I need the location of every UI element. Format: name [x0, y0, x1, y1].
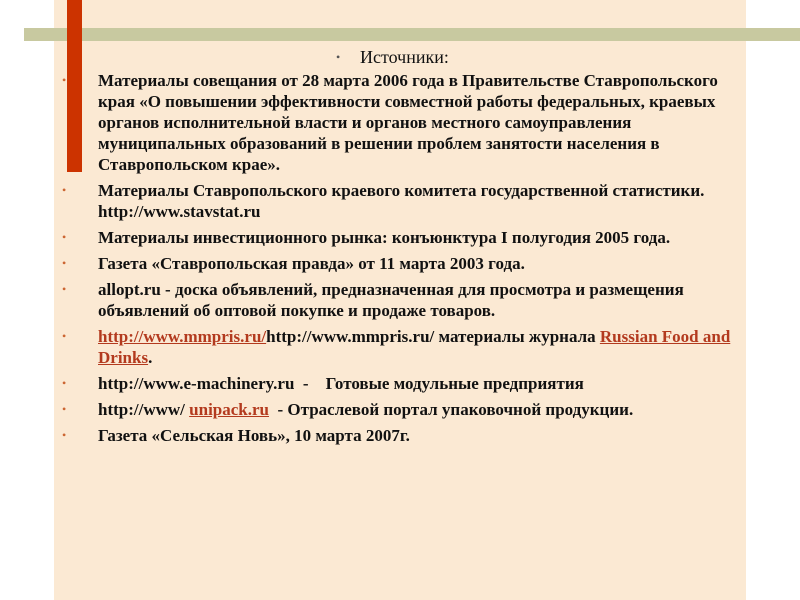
list-item: [62, 253, 732, 274]
bullet-icon: •: [62, 402, 67, 416]
sources-list: [62, 70, 732, 446]
sources-heading-text: Источники:: [360, 47, 449, 67]
source-text: allopt.ru - доска объявлений, предназначенная для просмотра и размещения объявлений об оптовой покупке и продаже товаров.: [98, 280, 684, 320]
bullet-icon: •: [62, 73, 67, 87]
bullet-icon: •: [336, 50, 341, 64]
list-item: [62, 425, 732, 446]
source-text: Газета «Сельская Новь», 10 марта 2007г.: [98, 426, 410, 445]
list-item: [62, 373, 732, 394]
russian-food-link[interactable]: Russian Food and Drinks: [98, 327, 731, 367]
bullet-icon: •: [62, 230, 67, 244]
list-item: [62, 326, 732, 368]
list-item: [62, 399, 732, 420]
source-text: http://www.mmpris.ru/ материалы журнала: [266, 327, 600, 346]
source-text: Газета «Ставропольская правда» от 11 марта 2003 года.: [98, 254, 525, 273]
source-text-tail: - Отраслевой портал упаковочной продукции.: [269, 400, 634, 419]
unipack-link[interactable]: unipack.ru: [189, 400, 269, 419]
list-item: [62, 180, 732, 222]
bullet-icon: •: [62, 428, 67, 442]
source-text: Материалы Ставропольского краевого комитета государственной статистики. http://www.stavstat.ru: [98, 181, 705, 221]
bullet-icon: •: [62, 183, 67, 197]
mmpris-link[interactable]: http://www.mmpris.ru/: [98, 327, 267, 346]
source-text-tail: .: [148, 348, 153, 367]
accent-bar-horizontal: [24, 28, 800, 41]
list-item: [62, 279, 732, 321]
source-text: http://www/: [98, 400, 190, 419]
bullet-icon: •: [62, 329, 67, 343]
sources-heading: [62, 46, 732, 68]
list-item: [62, 227, 732, 248]
source-text: http://www.e-machinery.ru - Готовые модульные предприятия: [98, 374, 584, 393]
list-item: [62, 70, 732, 175]
source-text: Материалы инвестиционного рынка: конъюнктура I полугодия 2005 года.: [98, 228, 671, 247]
bullet-icon: •: [62, 282, 67, 296]
source-text: Материалы совещания от 28 марта 2006 года в Правительстве Ставропольского края «О повышении эффективности совместной работы федеральных, краевых органов исполнительной власти и органов местного самоуправления муниципальных образований в решении проблем занятости населения в Ставропольском крае».: [98, 71, 718, 174]
bullet-icon: •: [62, 256, 67, 270]
slide-content: [62, 46, 732, 451]
bullet-icon: •: [62, 376, 67, 390]
